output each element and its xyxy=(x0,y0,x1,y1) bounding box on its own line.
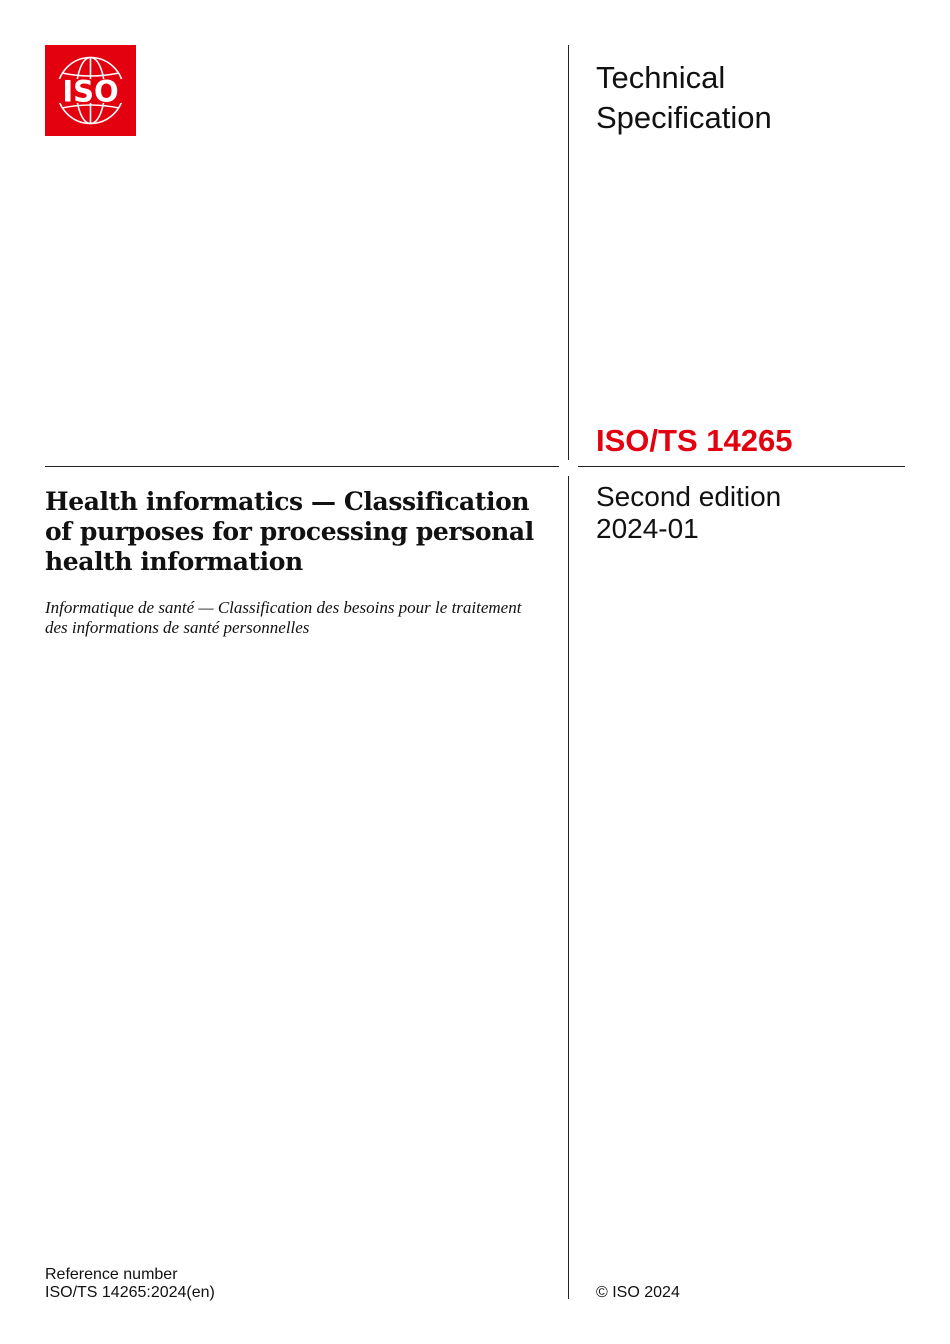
edition-date: 2024-01 xyxy=(596,513,699,544)
reference-label: Reference number xyxy=(45,1266,178,1283)
document-number: ISO/TS 14265 xyxy=(596,423,793,458)
title-french: Informatique de santé — Classification des besoins pour le traitement des informations de santé personnelles xyxy=(45,598,522,637)
globe-icon xyxy=(45,45,136,136)
edition-label: Second edition xyxy=(596,481,782,512)
horizontal-divider-left xyxy=(45,466,559,467)
horizontal-divider-right xyxy=(578,466,905,467)
vertical-divider-top xyxy=(568,45,569,460)
edition-block xyxy=(596,481,916,545)
vertical-divider-bottom xyxy=(568,476,569,1299)
reference-number: ISO/TS 14265:2024(en) xyxy=(45,1284,215,1301)
title-english: Health informatics — Classification of purposes for processing personal health information xyxy=(45,487,534,576)
iso-logo xyxy=(45,45,136,136)
document-type-line1: Technical xyxy=(596,60,726,95)
logo-text: ISO xyxy=(62,74,119,109)
document-type xyxy=(596,58,916,138)
copyright-notice: © ISO 2024 xyxy=(596,1284,680,1301)
document-type-line2: Specification xyxy=(596,100,772,135)
